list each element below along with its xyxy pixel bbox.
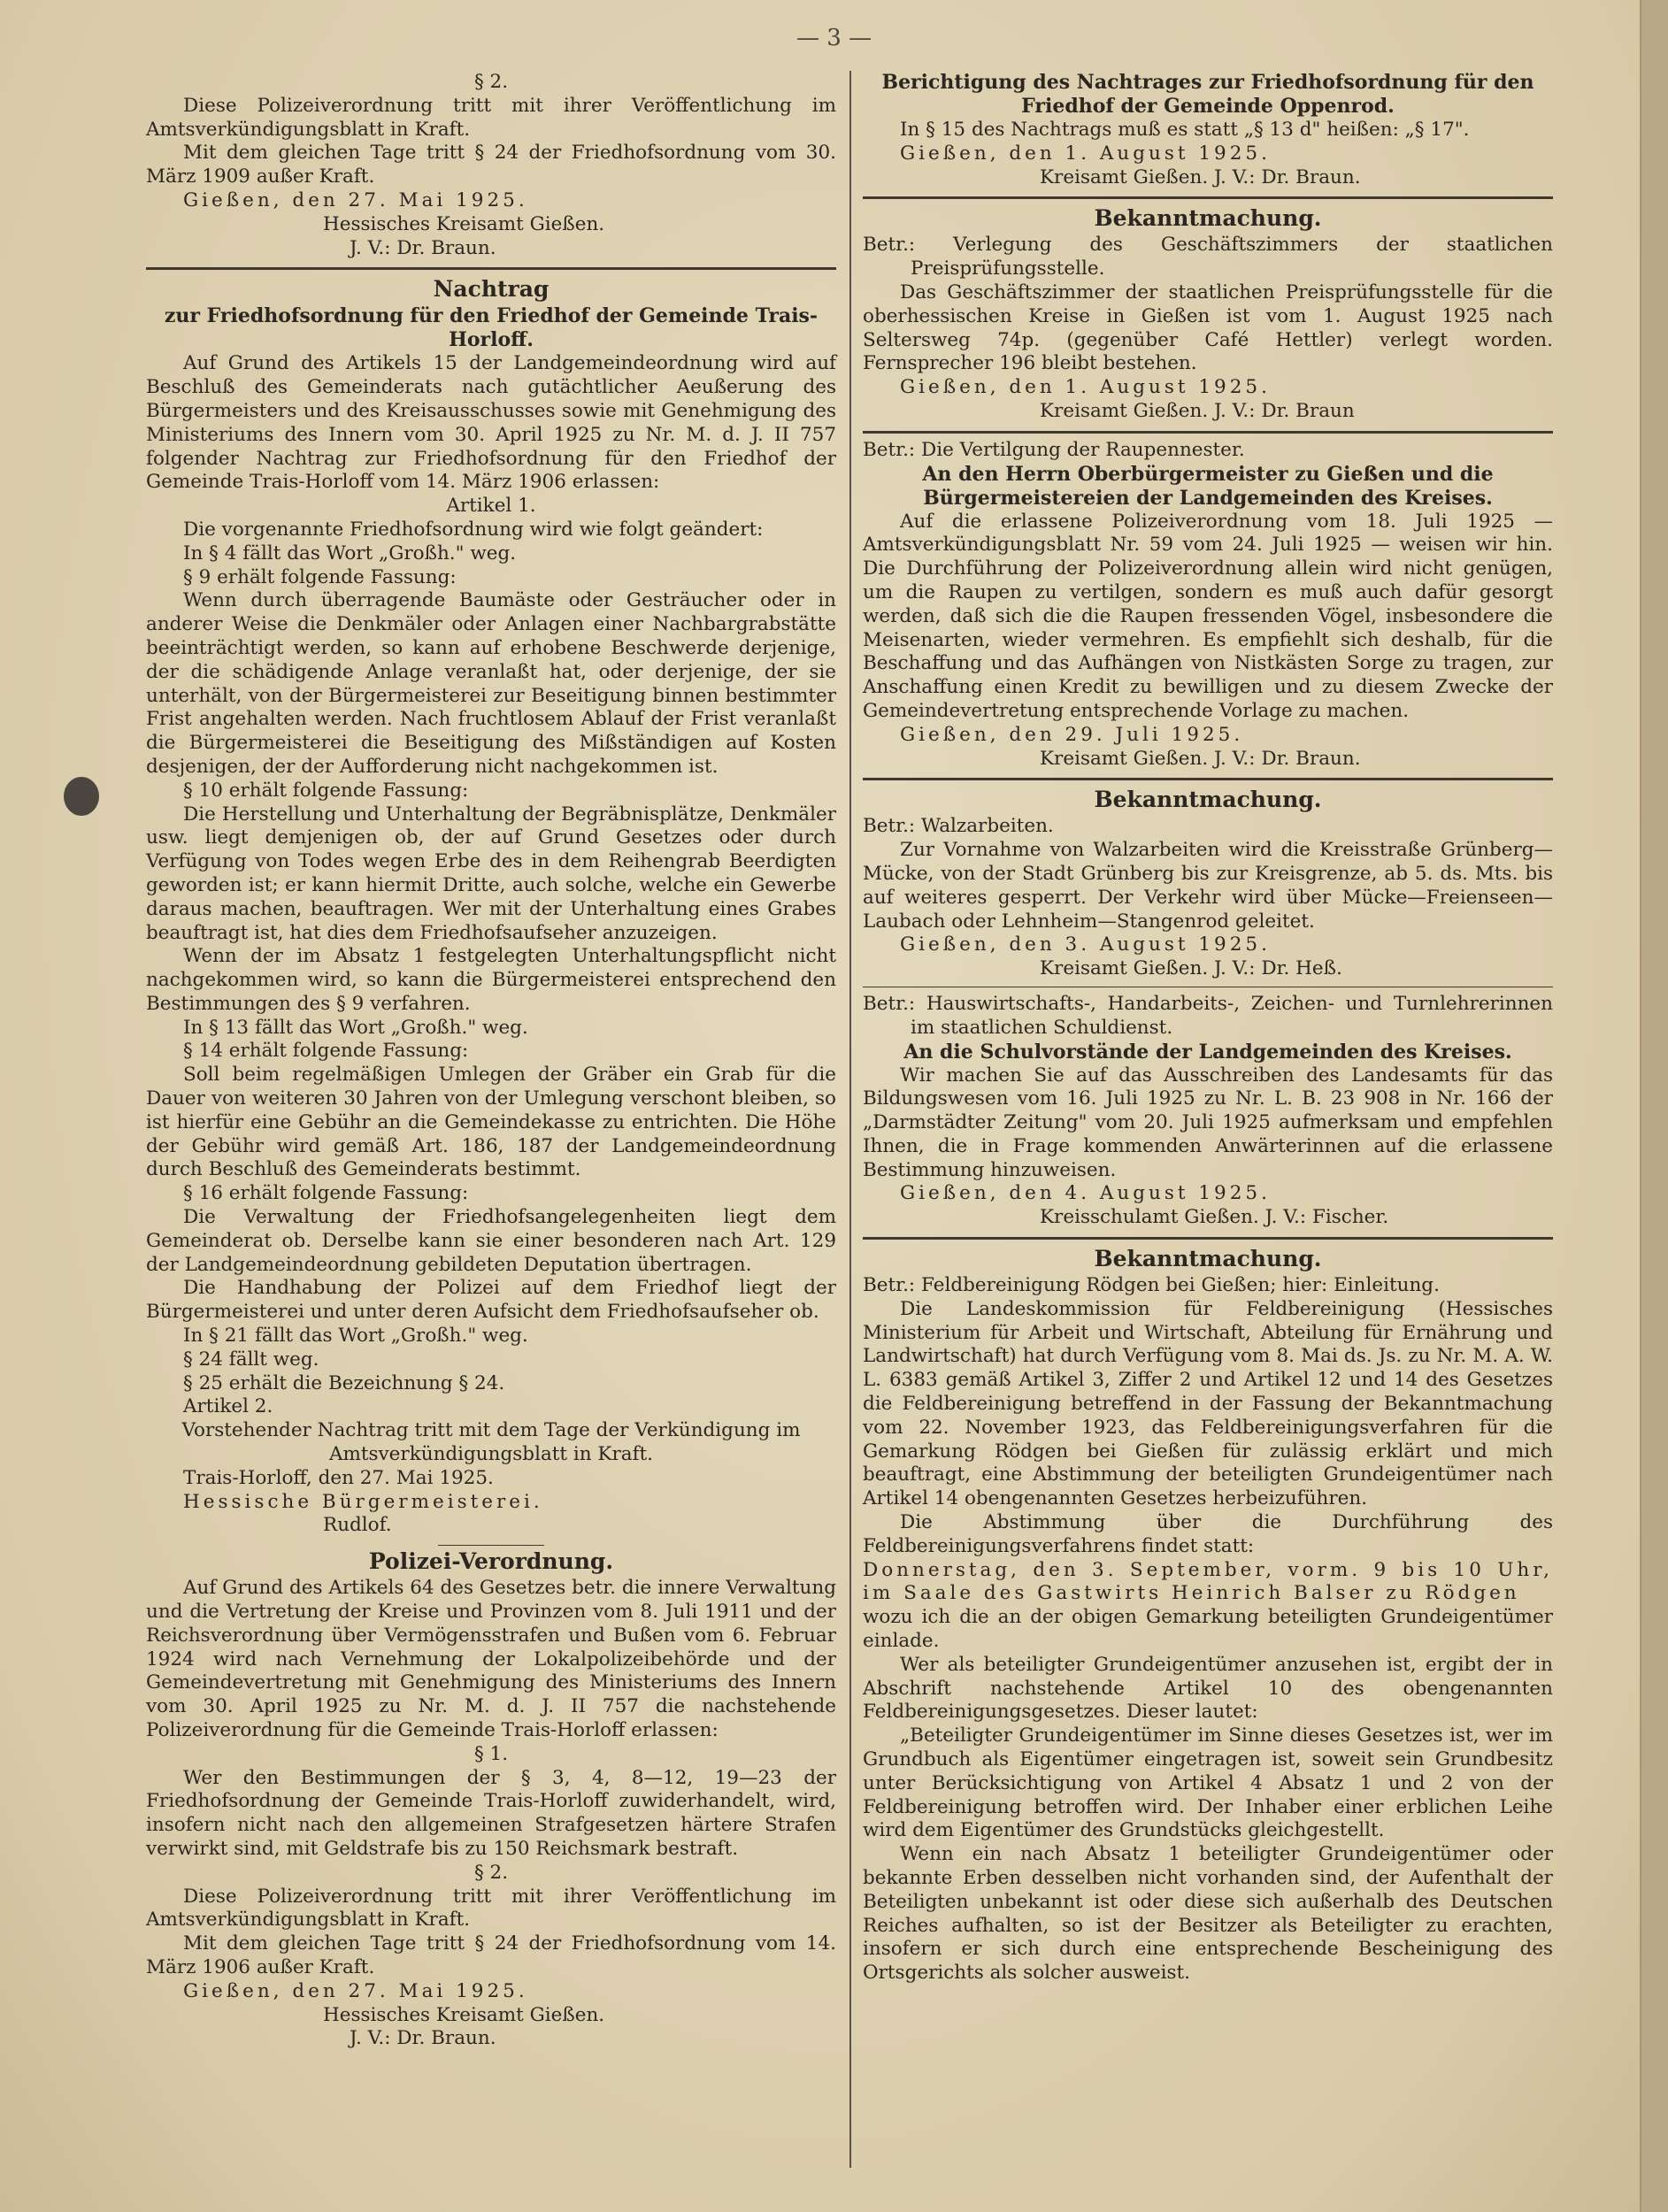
right-column <box>863 71 1553 1985</box>
text-paragraph: Auf die erlassene Polizeiverordnung vom 18. Juli 1925 — Amtsverkündigungsblatt Nr. 59 vom 24. Juli 1925 — weisen wir hin. Die Durchführung der Polizeiverordnung allein wird nicht genügen, um die Raupen zu vertilgen, sondern es muß auch dafür gesorgt werden, daß sich die die Raupen fressenden Vögel, insbesondere die Meisenarten, wieder vermehren. Es empfiehlt sich deshalb, für die Beschaffung und das Aufhängen von Nistkästen Sorge zu tragen, zur Anschaffung einen Kredit zu bewilligen und zu diesem Zwecke der Gemeindevertretung entsprechende Vorlage zu machen. <box>863 510 1553 722</box>
section-rule <box>863 431 1553 434</box>
date-line: Hessische Bürgermeisterei. <box>183 1490 543 1513</box>
text-paragraph: § 25 erhält die Bezeichnung § 24. <box>183 1371 505 1394</box>
section-rule <box>863 778 1553 780</box>
text-paragraph: Diese Polizeiverordnung tritt mit ihrer Veröffentlichung im Amtsverkündigungsblatt in Kraft. <box>146 94 836 141</box>
section-rule <box>863 196 1553 199</box>
authority-line: Rudlof. <box>323 1514 392 1537</box>
polizeiverordnung-section <box>146 1548 836 2051</box>
text-paragraph: § 24 fällt weg. <box>183 1348 319 1371</box>
date-line: Gießen, den 29. Juli 1925. <box>900 723 1244 746</box>
column-divider <box>849 71 851 2168</box>
text-paragraph: Wer den Bestimmungen der § 3, 4, 8—12, 19—23 der Friedhofsordnung der Gemeinde Trais-Horloff zuwiderhandelt, wird, insofern nicht nach den allgemeinen Strafgesetzen härtere Strafen verwirkt sind, mit Geldstrafe bis zu 150 Reichsmark bestraft. <box>146 1766 836 1860</box>
text-paragraph: In § 13 fällt das Wort „Großh." weg. <box>183 1016 528 1039</box>
text-paragraph: wozu ich die an der obigen Gemarkung beteiligten Grundeigentümer einlade. <box>863 1606 1553 1653</box>
betr-line: Betr.: Hauswirtschafts-, Handarbeits-, Zeichen- und Turnlehrerinnen im staatlichen Schuldienst. <box>863 992 1553 1039</box>
signature-line: Kreisamt Gießen. J. V.: Dr. Braun <box>1040 399 1355 422</box>
date-line: Gießen, den 27. Mai 1925. <box>183 1979 528 2002</box>
section-title: Bekanntmachung. <box>1094 205 1322 232</box>
date-line: Gießen, den 1. August 1925. <box>900 376 1271 399</box>
section-title: Bekanntmachung. <box>1094 1246 1322 1272</box>
text-paragraph: Wenn der im Absatz 1 festgelegten Unterhaltungspflicht nicht nachgekommen wird, so kann die Bürgermeisterei entsprechend den Bestimmungen des § 9 verfahren. <box>146 945 836 1015</box>
text-paragraph: Wir machen Sie auf das Ausschreiben des Landesamts für das Bildungswesen vom 16. Juli 1925 zu Nr. L. B. 23 908 in Nr. 166 der „Darmstädter Zeitung" vom 20. Juli 1925 aufmerksam und empfehlen Ihnen, die in Frage kommenden Anwärterinnen auf die erlassene Bestimmung hinzuweisen. <box>863 1064 1553 1181</box>
text-paragraph: Auf Grund des Artikels 15 der Landgemeindeordnung wird auf Beschluß des Gemeinderats nach gutächtlicher Aeußerung des Bürgermeisters und des Kreisausschusses sowie mit Genehmigung des Ministeriums des Innern vom 30. April 1925 zu Nr. M. d. J. II 757 folgender Nachtrag zur Friedhofsordnung für den Friedhof der Gemeinde Trais-Horloff vom 14. März 1906 erlassen: <box>146 352 836 494</box>
section-title: Berichtigung des Nachtrages zur Friedhofsordnung für den Friedhof der Gemeinde Oppenrod. <box>881 71 1534 118</box>
section-title: Nachtrag <box>433 276 550 303</box>
page-edge <box>1640 0 1668 2212</box>
betr-line: Betr.: Verlegung des Geschäftszimmers der staatlichen Preisprüfungsstelle. <box>863 234 1553 280</box>
text-paragraph: Die Verwaltung der Friedhofsangelegenheiten liegt dem Gemeinderat ob. Derselbe kann sie einer besonderen nach Art. 129 der Landgemeindeordnung gebildeten Deputation übertragen. <box>146 1206 836 1276</box>
short-rule <box>438 1545 544 1546</box>
text-paragraph: Die vorgenannte Friedhofsordnung wird wie folgt geändert: <box>183 518 764 541</box>
section-rule <box>863 1237 1553 1240</box>
quoted-paragraph: „Beteiligter Grundeigentümer im Sinne dieses Gesetzes ist, wer im Grundbuch als Eigentümer eingetragen ist, soweit sein Grundbesitz unter Berücksichtigung von Artikel 4 Absatz 1 und 2 von der Feldbereinigung betroffen wird. Der Inhaber einer erblichen Leihe wird dem Eigentümer des Grundstücks gleichgestellt. <box>863 1724 1553 1842</box>
section-title: Bekanntmachung. <box>1094 787 1322 813</box>
date-line: Gießen, den 27. Mai 1925. <box>183 188 528 211</box>
date-line: Gießen, den 4. August 1925. <box>900 1182 1271 1205</box>
signature-line: Kreisamt Gießen. J. V.: Dr. Braun. <box>1040 747 1361 770</box>
text-paragraph: Die Herstellung und Unterhaltung der Begräbnisplätze, Denkmäler usw. liegt demjenigen ob, der auf Grund Gesetzes oder durch Verfügung von Todes wegen Erbe des in dem Reihengrab Beerdigten geworden ist; er kann hiermit Dritte, auch solche, welche ein Gewerbe daraus machen, beauftragen. Wer mit der Unterhaltung eines Grabes beauftragt ist, hat dies dem Friedhofsaufseher anzuzeigen. <box>146 803 836 944</box>
signature-line: J. V.: Dr. Braun. <box>350 236 496 259</box>
article-heading: Vorstehender Nachtrag tritt mit dem Tage der Verkündigung im Amtsverkündigungsblatt in Kraft. <box>181 1419 801 1466</box>
text-paragraph: Soll beim regelmäßigen Umlegen der Gräber ein Grab für die Dauer von weiteren 30 Jahren von der Umlegung verschont bleiben, so ist hierfür eine Gebühr an die Gemeindekasse zu entrichten. Die Höhe der Gebühr wird gemäß Art. 186, 187 der Landgemeindeordnung durch Beschluß des Gemeinderats bestimmt. <box>146 1064 836 1181</box>
betr-line: Betr.: Die Vertilgung der Raupennester. <box>863 438 1245 461</box>
bekanntmachung-feldbereinigung <box>863 1245 1553 1985</box>
signature-line: Kreisschulamt Gießen. J. V.: Fischer. <box>1040 1206 1389 1229</box>
date-line: Gießen, den 1. August 1925. <box>900 142 1271 165</box>
text-paragraph: Zur Vornahme von Walzarbeiten wird die Kreisstraße Grünberg—Mücke, von der Stadt Grünberg bis zur Kreisgrenze, ab 5. ds. Mts. bis auf weiteres gesperrt. Der Verkehr wird über Mücke—Freienseen—Laubach oder Lehnheim—Stangenrod geleitet. <box>863 839 1553 933</box>
text-paragraph: Wer als beteiligter Grundeigentümer anzusehen ist, ergibt der in Abschrift nachstehende Artikel 10 des obengenannten Feldbereinigungsgesetzes. Dieser lautet: <box>863 1653 1553 1724</box>
section-title: An den Herrn Oberbürgermeister zu Gießen und die Bürgermeistereien der Landgemeinden des Kreises. <box>922 462 1494 510</box>
article-heading: Artikel 1. <box>446 495 536 518</box>
text-paragraph: Mit dem gleichen Tage tritt § 24 der Friedhofsordnung vom 14. März 1906 außer Kraft. <box>146 1932 836 1978</box>
paragraph-heading: § 2. <box>473 1861 509 1884</box>
text-paragraph: In § 21 fällt das Wort „Großh." weg. <box>183 1325 528 1348</box>
nachtrag-section <box>146 275 836 1538</box>
section-subtitle: zur Friedhofsordnung für den Friedhof der Gemeinde Trais-Horloff. <box>164 304 819 352</box>
text-paragraph: In § 15 des Nachtrags muß es statt „§ 13 d" heißen: „§ 17". <box>900 119 1470 141</box>
berichtigung-section <box>863 71 1553 189</box>
text-paragraph: Das Geschäftszimmer der staatlichen Preisprüfungsstelle für die oberhessischen Kreise in Gießen ist vom 1. August 1925 nach Seltersweg 74p. (gegenüber Café Hettler) verlegt worden. Fernsprecher 196 bleibt bestehen. <box>863 280 1553 375</box>
signature-line: J. V.: Dr. Braun. <box>350 2027 496 2050</box>
date-line: Gießen, den 3. August 1925. <box>900 933 1271 956</box>
paragraph-heading: § 2. <box>473 71 509 93</box>
signature-line: Kreisamt Gießen. J. V.: Dr. Braun. <box>1040 165 1361 188</box>
text-paragraph: Auf Grund des Artikels 64 des Gesetzes betr. die innere Verwaltung und die Vertretung der Kreise und Provinzen vom 8. Juli 1911 und der Reichsverordnung über Vermögensstrafen und Bußen vom 6. Februar 1924 wird nach Vernehmung der Lokalpolizeibehörde und der Gemeindevertretung mit Genehmigung des Ministeriums des Innern vom 30. April 1925 zu Nr. M. d. J. II 757 die nachstehende Polizeiverordnung für die Gemeinde Trais-Horloff erlassen: <box>146 1577 836 1741</box>
text-paragraph: Trais-Horloff, den 27. Mai 1925. <box>183 1466 494 1489</box>
text-paragraph: § 9 erhält folgende Fassung: <box>183 565 457 588</box>
betr-line: Betr.: Walzarbeiten. <box>863 815 1054 838</box>
text-paragraph: § 14 erhält folgende Fassung: <box>183 1040 469 1063</box>
text-paragraph: § 10 erhält folgende Fassung: <box>183 779 469 802</box>
left-column <box>146 71 836 2051</box>
raupennester-section <box>863 439 1553 772</box>
polizeiverordnung-top <box>146 71 836 260</box>
bekanntmachung-preispruefung <box>863 204 1553 423</box>
text-paragraph: Diese Polizeiverordnung tritt mit ihrer Veröffentlichung im Amtsverkündigungsblatt in Kraft. <box>146 1885 836 1932</box>
punch-hole <box>64 777 99 816</box>
authority-line: Hessisches Kreisamt Gießen. <box>323 212 605 235</box>
quoted-paragraph: Wenn ein nach Absatz 1 beteiligter Grundeigentümer oder bekannte Erben desselben nicht vorhanden sind, der Aufenthalt der Beteiligten unbekannt ist oder diese sich außerhalb des Deutschen Reiches aufhalten, so ist der Besitzer als Beteiligter zu erachten, insofern er sich durch eine entsprechende Bescheinigung des Ortsgerichts als solcher ausweist. <box>863 1843 1553 1985</box>
text-paragraph: Die Landeskommission für Feldbereinigung (Hessisches Ministerium für Arbeit und Wirtschaft, Abteilung für Ernährung und Landwirtschaft) hat durch Verfügung vom 8. Mai ds. Js. zu Nr. M. A. W. L. 6383 gemäß Artikel 3, Ziffer 2 und Artikel 12 und 14 des Gesetzes die Feldbereinigung betreffend in der Fassung der Bekanntmachung vom 22. November 1923, das Feldbereinigungsverfahren für die Gemarkung Rödgen bei Gießen für zulässig erklärt und mich beauftragt, eine Abstimmung der beteiligten Grundeigentümer nach Artikel 14 obengenannten Gesetzes herbeizuführen. <box>863 1297 1553 1510</box>
section-rule <box>146 267 836 270</box>
section-title: Polizei-Verordnung. <box>368 1548 614 1575</box>
text-paragraph: Mit dem gleichen Tage tritt § 24 der Friedhofsordnung vom 30. März 1909 außer Kraft. <box>146 142 836 188</box>
signature-line: Kreisamt Gießen. J. V.: Dr. Heß. <box>1040 957 1342 980</box>
text-paragraph: Die Handhabung der Polizei auf dem Friedhof liegt der Bürgermeisterei und unter deren Aufsicht dem Friedhofsaufseher ob. <box>146 1277 836 1324</box>
schulvorstaende-section <box>863 993 1553 1230</box>
section-title: An die Schulvorstände der Landgemeinden des Kreises. <box>903 1040 1512 1064</box>
text-paragraph: Die Abstimmung über die Durchführung des Feldbereinigungsverfahrens findet statt: <box>863 1511 1553 1557</box>
text-paragraph: Wenn durch überragende Baumäste oder Gesträucher oder in anderer Weise die Denkmäler oder Anlagen einer Nachbargrabstätte beeinträchtigt werden, so kann auf erhobene Beschwerde derjenige, der die schädigende Anlage veranlaßt hat, oder derjenige, der sie unterhält, von der Bürgermeisterei zur Beseitigung binnen bestimmter Frist angehalten werden. Nach fruchtlosem Ablauf der Frist veranlaßt die Bürgermeisterei die Beseitigung des Mißständigen auf Kosten desjenigen, der der Aufforderung nicht nachgekommen ist. <box>146 589 836 778</box>
text-paragraph: Artikel 2. <box>183 1395 273 1418</box>
text-paragraph: In § 4 fällt das Wort „Großh." weg. <box>183 541 517 565</box>
meeting-line: Donnerstag, den 3. September, vorm. 9 bis 10 Uhr, im Saale des Gastwirts Heinrich Balser zu Rödgen <box>863 1558 1553 1605</box>
text-paragraph: § 16 erhält folgende Fassung: <box>183 1182 469 1205</box>
paragraph-heading: § 1. <box>473 1742 509 1765</box>
betr-line: Betr.: Feldbereinigung Rödgen bei Gießen; hier: Einleitung. <box>863 1274 1440 1297</box>
bekanntmachung-walzarbeiten <box>863 786 1553 981</box>
authority-line: Hessisches Kreisamt Gießen. <box>323 2003 605 2026</box>
page-number: — 3 — <box>796 25 872 51</box>
